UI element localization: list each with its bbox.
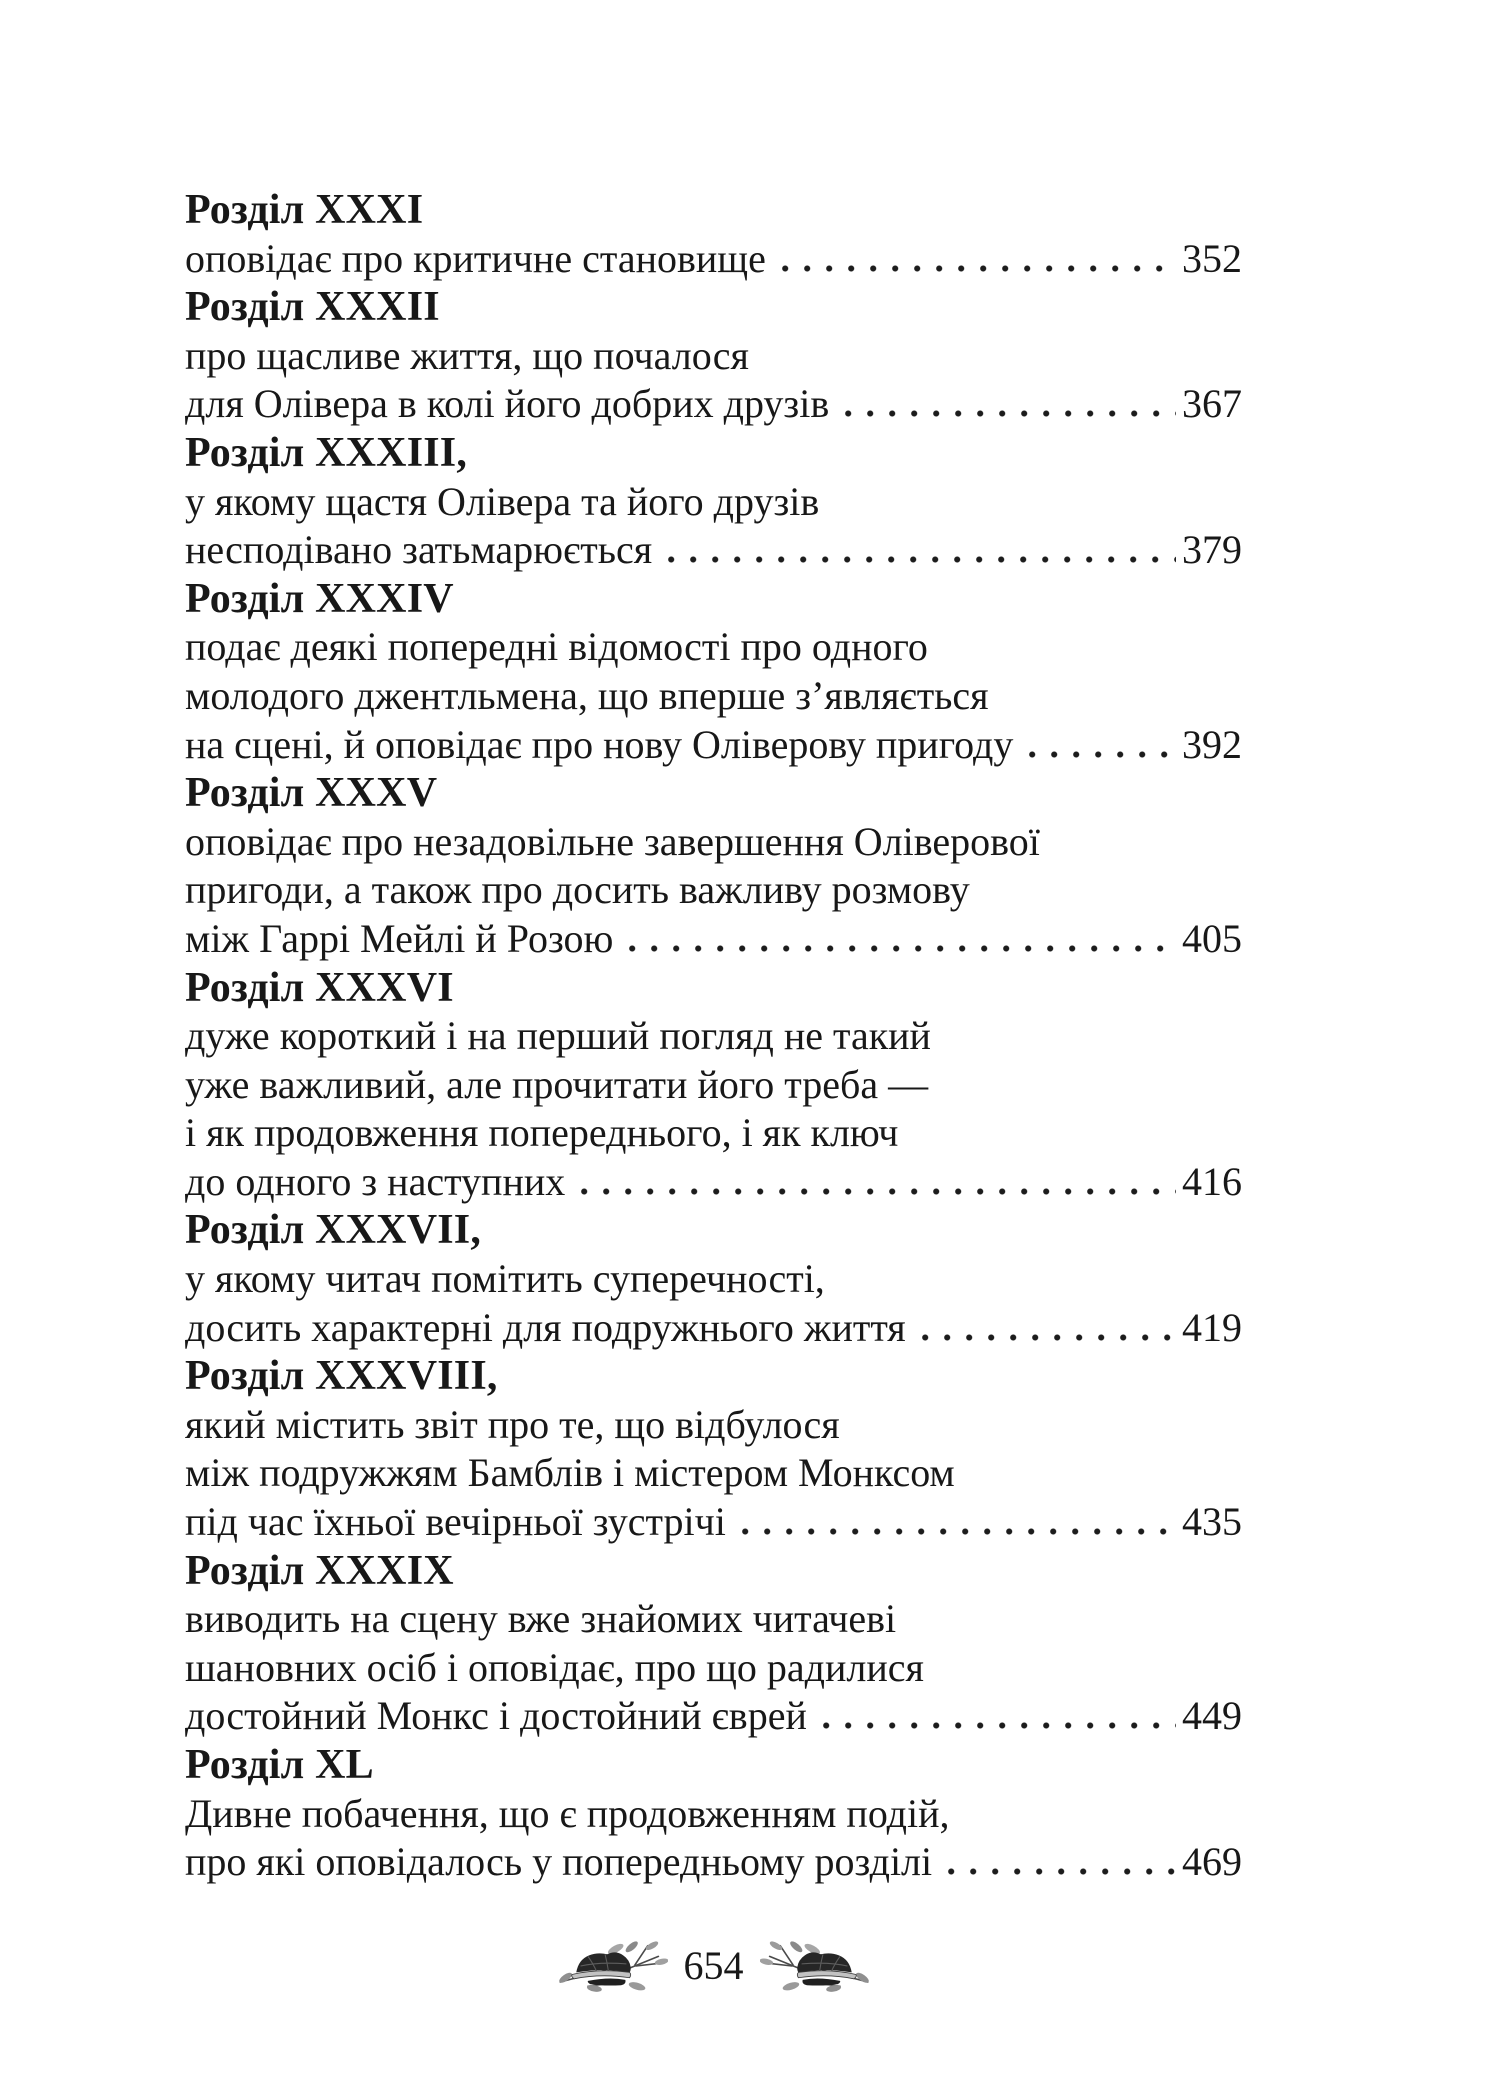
chapter-heading: Розділ XL [185, 1742, 374, 1788]
chapter-description-text: для Олівера в колі його добрих друзів [185, 381, 830, 427]
chapter-description-line [185, 1061, 1242, 1110]
dot-leader [817, 1692, 1176, 1741]
chapter-description-line [185, 915, 1242, 964]
chapter-description-line [185, 1158, 1242, 1207]
chapter-description-text: несподівано затьмарюється [185, 527, 653, 573]
chapter-description-text: між Гаррі Мейлі й Розою [185, 915, 614, 961]
page-number: 416 [1182, 1158, 1242, 1204]
chapter-description-text: досить характерні для подружнього життя [185, 1304, 906, 1350]
chapter-description-text: на сцені, й оповідає про нову Оліверову пригоду [185, 721, 1014, 767]
page-number: 367 [1182, 381, 1242, 427]
chapter-description-text: про які оповідалось у попередньому розділі [185, 1839, 933, 1885]
dot-leader [776, 235, 1176, 284]
chapter-description-text: оповідає про незадовільне завершення Оліверової [185, 818, 1040, 864]
chapter-description-line [185, 332, 1242, 381]
chapter-description-line [185, 1595, 1242, 1644]
dot-leader [916, 1304, 1176, 1353]
cap-ornament-left-icon [556, 1938, 668, 1994]
chapter-description-text: шановних осіб і оповідає, про що радилися [185, 1644, 924, 1690]
chapter-description-line [185, 1401, 1242, 1450]
folio-number: 654 [683, 1943, 744, 1988]
chapter-heading: Розділ XXXII [185, 284, 440, 331]
page-number: 392 [1182, 721, 1242, 767]
chapter-description-line [185, 1498, 1242, 1547]
dot-leader [1023, 721, 1176, 770]
chapter-description-text: виводить на сцену вже знайомих читачеві [185, 1596, 897, 1642]
chapter-description-line [185, 866, 1242, 915]
chapter-description-line [185, 1644, 1242, 1693]
chapter-description-text: оповідає про критичне становище [185, 235, 766, 281]
chapter-description-text: який містить звіт про те, що відбулося [185, 1401, 840, 1447]
chapter-heading: Розділ XXXVIII, [185, 1353, 498, 1400]
chapter-description-line [185, 1304, 1242, 1353]
chapter-description-line [185, 526, 1242, 575]
dot-leader [662, 526, 1176, 575]
dot-leader [942, 1838, 1176, 1887]
chapter-description-text: уже важливий, але прочитати його треба — [185, 1061, 929, 1107]
chapter-description-line [185, 623, 1242, 672]
page-number: 379 [1182, 527, 1242, 573]
dot-leader [623, 915, 1176, 964]
chapter-description-text: Дивне побачення, що є продовженням подій, [185, 1790, 950, 1836]
dot-leader [736, 1498, 1176, 1547]
chapter-heading: Розділ XXXI [185, 187, 424, 233]
page-number: 435 [1182, 1499, 1242, 1545]
chapter-description-line [185, 1449, 1242, 1498]
chapter-description-text: дуже короткий і на перший погляд не такий [185, 1013, 931, 1059]
chapter-description-text: подає деякі попередні відомості про одного [185, 624, 928, 670]
dot-leader [575, 1158, 1176, 1207]
chapter-description-line [185, 1012, 1242, 1061]
chapter-description-line [185, 1790, 1242, 1839]
chapter-description-line [185, 1838, 1242, 1887]
chapter-heading: Розділ XXXV [185, 770, 438, 817]
chapter-description-text: про щасливе життя, що почалося [185, 332, 749, 378]
chapter-description-text: у якому читач помітить суперечності, [185, 1256, 825, 1302]
chapter-description-line [185, 1692, 1242, 1741]
chapter-description-line [185, 1255, 1242, 1304]
page-number: 352 [1182, 235, 1242, 281]
chapter-description-line [185, 235, 1242, 284]
chapter-description-text: пригоди, а також про досить важливу розмову [185, 867, 970, 913]
chapter-description-text: і як продовження попереднього, і як ключ [185, 1110, 899, 1156]
chapter-heading: Розділ XXXVII, [185, 1207, 482, 1254]
chapter-description-line [185, 478, 1242, 527]
page-number: 449 [1182, 1693, 1242, 1739]
page-number: 405 [1182, 915, 1242, 961]
chapter-description-line [185, 721, 1242, 770]
chapter-description-text: до одного з наступних [185, 1158, 566, 1204]
chapter-description-text: достойний Монкс і достойний єврей [185, 1693, 807, 1739]
chapter-heading: Розділ XXXIV [185, 575, 454, 622]
chapter-heading: Розділ XXXIX [185, 1547, 454, 1594]
chapter-heading: Розділ XXXIII, [185, 429, 468, 476]
chapter-description-text: під час їхньої вечірньої зустрічі [185, 1499, 726, 1545]
page-footer [185, 1936, 1242, 1996]
page-number: 469 [1182, 1839, 1242, 1885]
dot-leader [839, 380, 1176, 429]
chapter-description-text: молодого джентльмена, що вперше з’являється [185, 672, 989, 718]
chapter-description-text: між подружжям Бамблів і містером Монксом [185, 1450, 955, 1496]
chapter-description-line [185, 818, 1242, 867]
cap-ornament-right-icon [760, 1938, 872, 1994]
chapter-description-line [185, 672, 1242, 721]
chapter-description-line [185, 1109, 1242, 1158]
chapter-heading: Розділ XXXVI [185, 964, 454, 1011]
chapter-description-text: у якому щастя Олівера та його друзів [185, 478, 820, 524]
toc-list [185, 186, 1242, 1887]
chapter-description-line [185, 380, 1242, 429]
page-number: 419 [1182, 1304, 1242, 1350]
